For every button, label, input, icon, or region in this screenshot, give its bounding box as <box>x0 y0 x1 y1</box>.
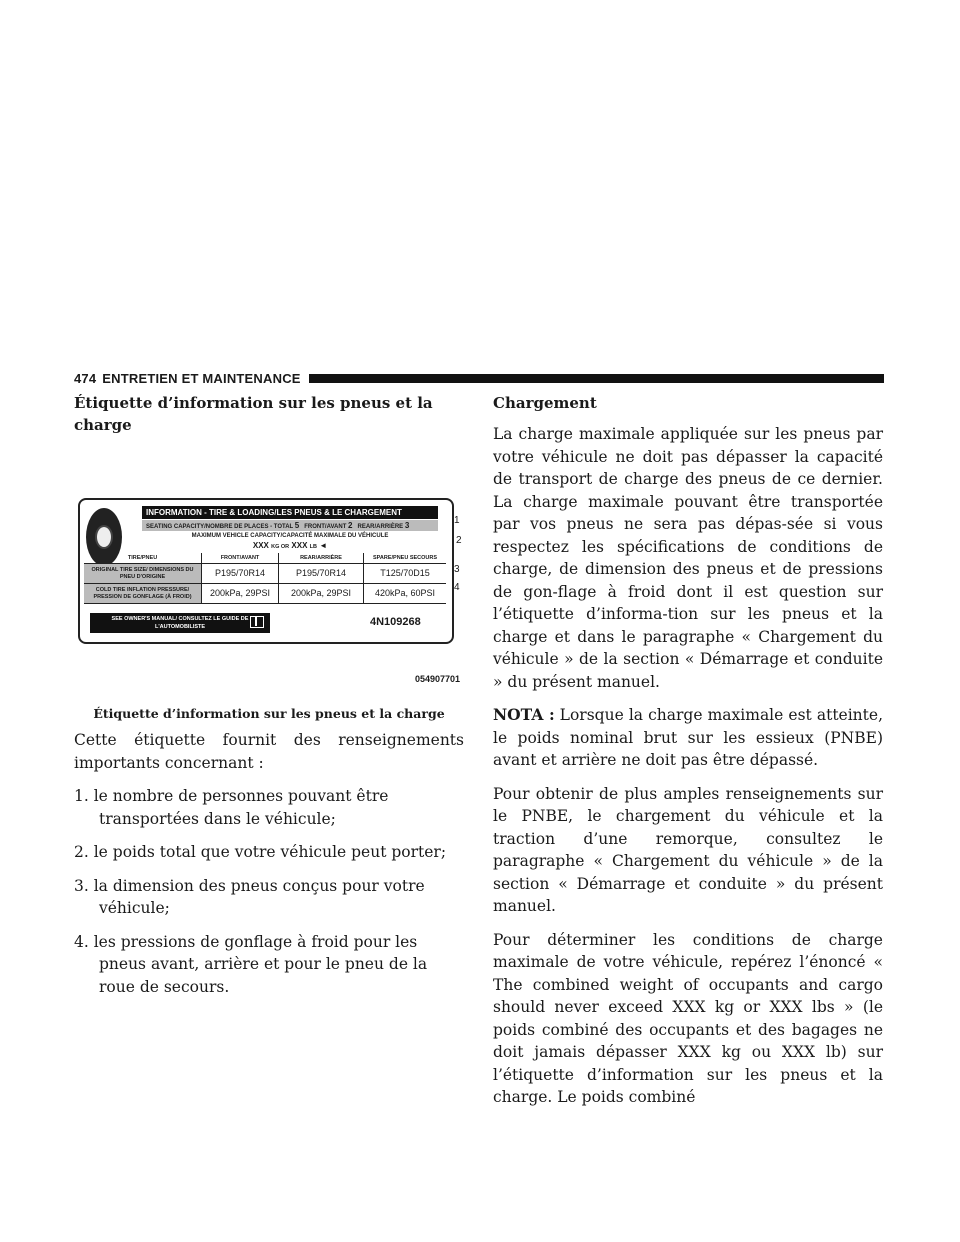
section-title: ENTRETIEN ET MAINTENANCE <box>102 370 301 386</box>
callout-4: 4 <box>454 582 460 593</box>
label-seating: SEATING CAPACITY/NOMBRE DE PLACES - TOTAL 5 FRONT/AVANT 2 REAR/ARRIÈRE 3 <box>142 520 438 531</box>
tire-label-heading: Étiquette d’information sur les pneus et la charge <box>74 394 433 434</box>
list-item: 4. les pressions de gonflage à froid pour les pneus avant, arrière et pour le pneu de la roue de secours. <box>74 932 428 996</box>
label-weight-limit: XXX KG OR XXX LB ◄ <box>252 541 328 550</box>
nota-label: NOTA : <box>493 705 555 724</box>
book-icon <box>250 616 264 628</box>
label-max-capacity: MAXIMUM VEHICLE CAPACITY/CAPACITÉ MAXIMALE DU VÉHICULE <box>191 533 389 539</box>
figure-code: 054907701 <box>414 674 460 684</box>
callout-1: 1 <box>454 515 460 526</box>
header-rule <box>309 374 884 383</box>
page-number: 474 <box>74 370 97 386</box>
label-table: TIRE/PNEU FRONT/AVANT REAR/ARRIÈRE SPARE/PNEU SECOURS ORIGINAL TIRE SIZE/ DIMENSIONS DU PNEU D'ORIGINE P195/70R14 P195/70R14 T125/70D15 COLD TIRE INFLATION PRESSURE/ PRESSION DE GONFLAGE (À FROID) 200kPa, 29PSI 200kPa, 29PSI 420kPa, 60PSI <box>84 553 448 604</box>
callout-2: 2 <box>456 535 462 546</box>
figure-caption: Étiquette d’information sur les pneus et la charge <box>93 706 445 721</box>
left-column <box>74 392 464 1009</box>
label-part-code: 4N109268 <box>370 616 421 628</box>
list-item: 3. la dimension des pneus conçus pour votre véhicule; <box>74 876 425 917</box>
label-info-list <box>74 785 464 998</box>
list-item: 1. le nombre de personnes pouvant être transportées dans le véhicule; <box>74 787 389 828</box>
right-column <box>493 392 883 1109</box>
callout-3: 3 <box>454 564 460 575</box>
loading-paragraph-3: Pour déterminer les conditions de charge maximale de votre véhicule, repérez l’énoncé « The combined weight of occupants and cargo should never exceed XXX kg or XXX lbs » (le poids combiné des occupants et des bagages ne doit jamais dépasser XXX kg ou XXX lb) sur l’étiquette d’information sur les pneus et la charge. Le poids combiné <box>493 930 883 1106</box>
loading-paragraph-2: Pour obtenir de plus amples renseignements sur le PNBE, le chargement du véhicule et la traction d’une remorque, consultez le paragraphe « Chargement du véhicule » de la section « Démarrage et conduite » du présent manuel. <box>493 784 883 915</box>
manual-notice: SEE OWNER'S MANUAL/ CONSULTEZ LE GUIDE DE L'AUTOMOBILISTE <box>90 613 270 633</box>
label-title: INFORMATION - TIRE & LOADING/LES PNEUS & LE CHARGEMENT <box>142 506 438 519</box>
page-header <box>74 370 884 386</box>
nota-paragraph <box>493 704 883 772</box>
tire-label-figure <box>74 494 464 700</box>
loading-paragraph-1: La charge maximale appliquée sur les pneus par votre véhicule ne doit pas dépasser la capacité de transport de charge des pneus de ce dernier. La charge maximale pouvant être transportée par vos pneus ne sera pas dépas-sée si vous respectez les spécifications de conditions de charge, de dimension des pneus et de pressions de gon-flage à froid dont il est question sur l’étiquette d’informa-tion sur les pneus et la charge et dans le paragraphe « Chargement du véhicule » de la section « Démarrage et conduite » du présent manuel. <box>493 425 883 691</box>
nota-text: Lorsque la charge maximale est atteinte, le poids nominal brut sur les essieux (PNBE) avant et arrière ne doit pas être dépassé. <box>493 706 883 769</box>
intro-paragraph: Cette étiquette fournit des renseignements importants concernant : <box>74 731 464 772</box>
tire-loading-label <box>78 498 454 644</box>
loading-heading: Chargement <box>493 394 597 412</box>
list-item: 2. le poids total que votre véhicule peut porter; <box>74 843 447 861</box>
